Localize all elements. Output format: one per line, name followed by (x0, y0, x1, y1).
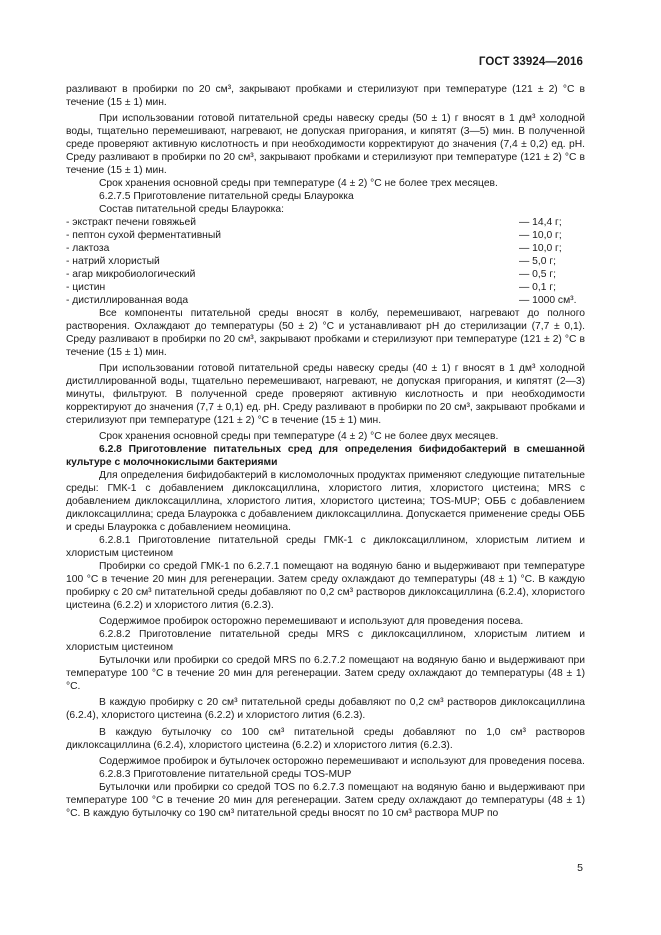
list-item (66, 256, 585, 269)
composition-list (66, 217, 585, 308)
paragraph: При использовании готовой питательной среды навеску среды (50 ± 1) г вносят в 1 дм³ холодной воды, тщательно перемешивают, нагревают, не допуская пригорания, и кипятят (3—5) мин. В полученной среде проверяют активную кислотность и при необходимости корректируют до значения (7,4 ± 0,2) ед. рН. Среду разливают в пробирки по 20 см³, закрывают пробками и стерилизуют при температуре (121 ± 2) °С в течение (15 ± 1) мин. (66, 113, 585, 177)
ingredient-amount: — 10,0 г; (519, 229, 562, 241)
ingredient-amount: — 14,4 г; (519, 217, 562, 229)
section-heading: 6.2.8.3 Приготовление питательной среды TOS-MUP (99, 769, 352, 781)
ingredient-name: - агар микробиологический (66, 268, 196, 280)
ingredient-amount: — 10,0 г; (519, 242, 562, 254)
section-heading: 6.2.8.1 Приготовление питательной среды ГМК-1 с диклоксациллином, хлористым литием и хлористым цистеином (66, 534, 585, 559)
document-body (66, 84, 585, 821)
section-heading: 6.2.7.5 Приготовление питательной среды Блаурокка (99, 191, 354, 203)
paragraph: Состав питательной среды Блаурокка: (99, 204, 284, 216)
document-header: ГОСТ 33924—2016 (478, 56, 583, 68)
ingredient-amount: — 5,0 г; (519, 255, 556, 267)
section-heading: 6.2.8 Приготовление питательных сред для определения бифидобактерий в смешанной культуре с молочнокислыми бактериями (66, 444, 585, 469)
paragraph: В каждую пробирку с 20 см³ питательной среды добавляют по 0,2 см³ растворов диклоксациллина (6.2.4), хлористого цистеина (6.2.2) и хлористого лития (6.2.3). (66, 697, 585, 722)
page-number: 5 (577, 862, 583, 874)
ingredient-name: - экстракт печени говяжьей (66, 217, 196, 229)
paragraph: Для определения бифидобактерий в кисломолочных продуктах применяют следующие питательные среды: ГМК-1 с добавлением диклоксациллина, хлористого лития, хлористого цистеина; MRS с добавлением диклоксациллина, хлористого лития, хлористого цистеина; TOS-MUP; ОББ с добавлением диклоксациллина; среда Блаурокка с добавлением диклоксациллина. Допускается применение среды ОББ и среды Блаурокка с добавлением неомицина. (66, 470, 585, 533)
paragraph: Содержимое пробирок и бутылочек осторожно перемешивают и используют для проведения посева. (99, 756, 585, 768)
list-item (66, 217, 585, 230)
paragraph: Пробирки со средой ГМК-1 по 6.2.7.1 помещают на водяную баню и выдерживают при температуре 100 °С в течение 20 мин для регенерации. Затем среду охлаждают до температуры (48 ± 1) °С. В каждую пробирку с 20 см³ питательной среды добавляют по 0,2 см³ растворов диклоксациллина (6.2.4), хлористого цистеина (6.2.2) и хлористого лития (6.2.3). (66, 560, 585, 611)
list-item (66, 295, 585, 308)
paragraph: Содержимое пробирок осторожно перемешивают и используют для проведения посева. (99, 616, 524, 628)
paragraph: Бутылочки или пробирки со средой MRS по 6.2.7.2 помещают на водяную баню и выдерживают при температуре 100 °С в течение 20 мин для регенерации. Затем среду охлаждают до температуры (48 ± 1) °С. (66, 654, 585, 692)
list-item (66, 243, 585, 256)
paragraph: В каждую бутылочку со 100 см³ питательной среды добавляют по 1,0 см³ растворов диклоксациллина (6.2.4), хлористого цистеина (6.2.2) и хлористого лития (6.2.3). (66, 726, 585, 751)
list-item (66, 230, 585, 243)
paragraph: Все компоненты питательной среды вносят в колбу, перемешивают, нагревают до полного растворения. Охлаждают до температуры (50 ± 2) °С и устанавливают рН до стерилизации (7,7 ± 0,1). Среду разливают в пробирки по 20 см³, закрывают пробками и стерилизуют при температуре (121 ± 2) °С в течение (15 ± 1) мин. (66, 307, 585, 358)
paragraph: Бутылочки или пробирки со средой TOS по 6.2.7.3 помещают на водяную баню и выдерживают при температуре 100 °С в течение 20 мин для регенерации. Затем среду охлаждают до температуры (48 ± 1) °С. В каждую бутылочку со 190 см³ питательной среды вносят по 10 см³ раствора MUP по (66, 782, 585, 819)
section-heading: 6.2.8.2 Приготовление питательной среды MRS с диклоксациллином, хлористым литием и хлористым цистеином (66, 629, 585, 654)
ingredient-name: - лактоза (66, 242, 110, 254)
ingredient-name: - пептон сухой ферментативный (66, 229, 222, 241)
ingredient-amount: — 1000 см³. (519, 294, 577, 306)
list-item (66, 269, 585, 282)
ingredient-name: - натрий хлористый (66, 255, 160, 267)
paragraph: Срок хранения основной среды при температуре (4 ± 2) °С не более трех месяцев. (99, 178, 498, 190)
ingredient-amount: — 0,1 г; (519, 281, 556, 293)
paragraph: Срок хранения основной среды при температуре (4 ± 2) °С не более двух месяцев. (99, 431, 499, 443)
paragraph: При использовании готовой питательной среды навеску среды (40 ± 1) г вносят в 1 дм³ холодной дистиллированной воды, тщательно перемешивают, нагревают, не допуская пригорания, и кипятят (2—3) минуты, фильтруют. В полученной среде проверяют активную кислотность и при необходимости корректируют до значения (7,7 ± 0,1) ед. рН. Среду разливают в пробирки по 20 см³, закрывают пробками и стерилизуют при температуре (121 ± 2) °С в течение (15 ± 1) мин. (66, 363, 585, 426)
paragraph: разливают в пробирки по 20 см³, закрывают пробками и стерилизуют при температуре (121 ± 2) °С в течение (15 ± 1) мин. (66, 84, 585, 108)
ingredient-name: - дистиллированная вода (66, 294, 189, 306)
ingredient-name: - цистин (66, 281, 106, 293)
list-item (66, 282, 585, 295)
ingredient-amount: — 0,5 г; (519, 268, 556, 280)
